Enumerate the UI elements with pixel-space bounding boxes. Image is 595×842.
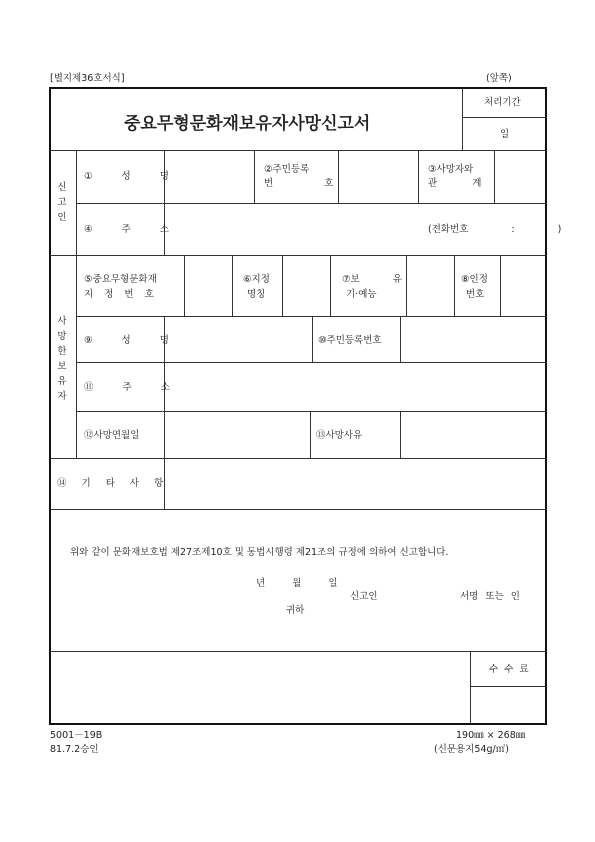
reporter-phone-label: (전화번호 : ) (428, 224, 562, 235)
col-line (254, 150, 255, 203)
row-line (50, 651, 546, 652)
other-remarks-label: ⑭ 기 타 사 항 (57, 478, 164, 489)
col-line (184, 255, 185, 316)
row-line (50, 150, 546, 151)
section-char: 망 (57, 331, 67, 342)
reporter-rrn-label: ②주민등록 (264, 164, 310, 175)
col-line (500, 255, 501, 316)
date-line: 년 월 일 (256, 578, 338, 589)
reporter-name-label: ① 성 명 (84, 171, 169, 182)
section-char: 자 (57, 391, 67, 402)
col-line (310, 411, 311, 458)
page-side-label: (앞쪽) (486, 73, 512, 84)
row-line (50, 458, 546, 459)
col-line (494, 150, 495, 203)
section-char: 사 (57, 316, 67, 327)
paper-size: 190㎜ × 268㎜ (456, 730, 526, 741)
col-line (312, 316, 313, 362)
col-line (330, 255, 331, 316)
col-line (400, 316, 401, 362)
col-line (400, 411, 401, 458)
deceased-section-label (55, 314, 69, 404)
paper-type: (신문용지54g/㎡) (434, 744, 509, 755)
designation-number-label: ⑤중요무형문화재 (84, 274, 157, 285)
row-line (50, 255, 546, 256)
designation-title-label: ⑥지정 (243, 274, 270, 285)
addressee-label: 귀하 (286, 605, 305, 616)
skill-label-2: 기·예능 (346, 289, 377, 300)
death-date-label: ⑫사망연월일 (84, 430, 140, 441)
processing-divider (462, 117, 546, 118)
form-title: 중요무형문화재보유자사망신고서 (124, 114, 371, 134)
reporter-rrn-label-2: 번 호 (264, 178, 334, 189)
reporter-relation-label-2: 관 계 (428, 178, 482, 189)
declaration-text: 위와 같이 문화재보호법 제27조제10호 및 동법시행령 제21조의 규정에 의하여 신고합니다. (70, 547, 449, 558)
section-char: 유 (57, 376, 67, 387)
reporter-section-label (55, 180, 69, 225)
fee-label: 수 수 료 (489, 664, 529, 675)
section-char: 인 (57, 212, 67, 223)
row-line (76, 316, 546, 317)
form-reference: [별지제36호서식] (50, 73, 125, 84)
row-line (50, 509, 546, 510)
reporter-relation-label: ③사망자와 (428, 164, 474, 175)
deceased-address-label: ⑪ 주 소 (84, 382, 170, 393)
frame-bottom (49, 723, 546, 725)
approval-date: 81.7.2승인 (50, 744, 99, 755)
frame-top (49, 87, 546, 89)
col-line (164, 458, 165, 509)
sign-or-seal-label: 서명 또는 인 (460, 591, 520, 602)
processing-period-value: 일 (500, 129, 510, 140)
section-char: 신 (57, 182, 67, 193)
reporter-address-label: ④ 주 소 (84, 224, 169, 235)
deceased-name-label: ⑨ 성 명 (84, 335, 169, 346)
skill-label: ⑦보 유 (342, 274, 402, 285)
form-code: 5001－19B (50, 730, 103, 741)
row-line (76, 411, 546, 412)
frame-left (49, 87, 51, 725)
section-char: 고 (57, 197, 67, 208)
processing-period-label: 처리기간 (484, 97, 521, 108)
section-char: 보 (57, 361, 67, 372)
col-line (232, 255, 233, 316)
designation-number-label-2: 지 정 번 호 (84, 289, 154, 300)
designation-title-label-2: 명칭 (247, 289, 266, 300)
reporter-signature-label: 신고인 (350, 591, 378, 602)
col-line (338, 150, 339, 203)
row-line (76, 362, 546, 363)
col-line (282, 255, 283, 316)
certification-label: ⑧인정 (461, 274, 488, 285)
death-cause-label: ⑬사망사유 (316, 430, 363, 441)
certification-label-2: 번호 (466, 289, 485, 300)
deceased-rrn-label: ⑩주민등록번호 (318, 335, 382, 346)
frame-right (545, 87, 547, 725)
title-divider (462, 88, 463, 150)
row-line (76, 203, 546, 204)
row-line (470, 686, 546, 687)
col-line (454, 255, 455, 316)
col-line (418, 150, 419, 203)
col-line (406, 255, 407, 316)
col-line (470, 651, 471, 724)
col-line (76, 255, 77, 458)
section-char: 한 (57, 346, 67, 357)
